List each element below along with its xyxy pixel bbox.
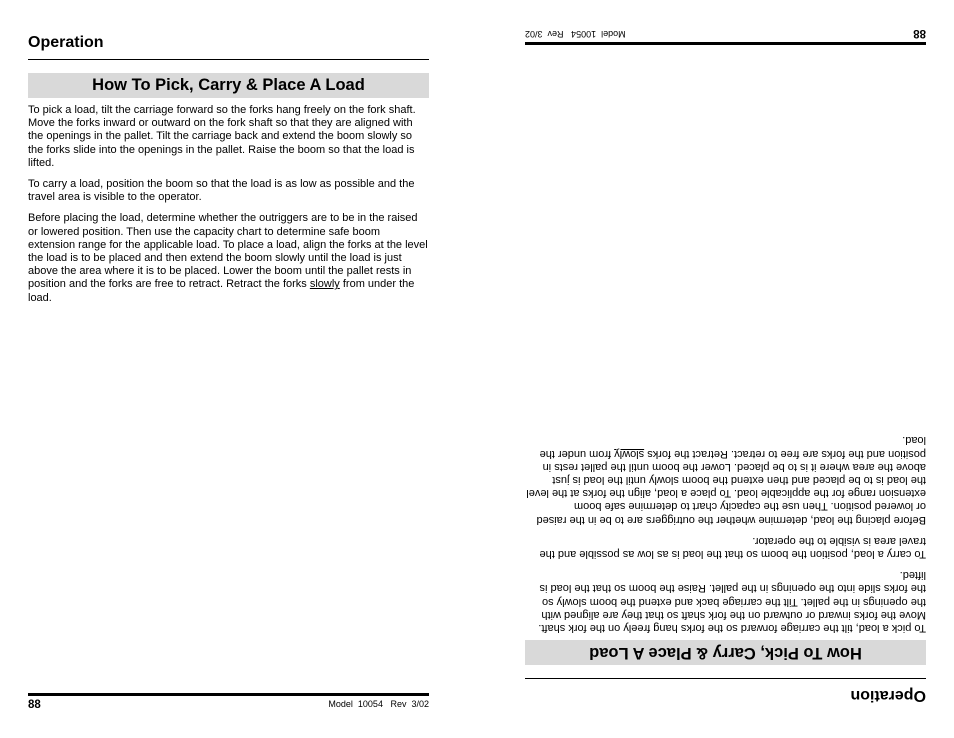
section-title: Operation bbox=[850, 687, 926, 704]
footer-rule bbox=[28, 693, 429, 696]
pick-paragraph: To pick a load, tilt the carriage forward so the forks hang freely on the fork shaft. Move the forks inward or outward on the fork shaft so that they are aligned with the openings in the pallet. Tilt the carriage back and extend the boom slowly so the forks slide into the openings in the pallet. Raise the boom so that the load is lifted. bbox=[538, 569, 926, 634]
place-emphasis: slowly bbox=[309, 278, 340, 291]
carry-paragraph: To carry a load, position the boom so that the load is as low as possible and the travel area is visible to the operator. bbox=[539, 534, 926, 560]
place-text-before: Before placing the load, determine whether the outriggers are to be in the raised or lowered position. Then use the capacity chart to determine safe boom extension range for the applicable load. To place a load, align the forks at the level the load is to be placed and then extend the boom slowly until the load is just above the area where it is to be placed. Lower the boom until the pallet rests in position and the forks are free to retract. Retract the forks bbox=[526, 447, 926, 526]
place-text-before: Before placing the load, determine whether the outriggers are to be in the raised or lowered position. Then use the capacity chart to determine safe boom extension range for the applicable load. To place a load, align the forks at the level the load is to be placed and then extend the boom slowly until the load is just above the area where it is to be placed. Lower the boom until the pallet rests in position and the forks are free to retract. Retract the forks bbox=[28, 212, 428, 291]
heading-text: How To Pick, Carry & Place A Load bbox=[92, 76, 365, 94]
body-text bbox=[525, 425, 926, 634]
model-number: Model 10054 bbox=[571, 29, 626, 39]
place-emphasis: slowly bbox=[614, 447, 645, 460]
right-page-upside-down bbox=[477, 0, 954, 738]
revision: Rev 3/02 bbox=[525, 29, 564, 39]
section-title: Operation bbox=[28, 34, 104, 51]
model-number: Model 10054 bbox=[328, 699, 383, 709]
place-paragraph bbox=[525, 433, 926, 525]
page-number: 88 bbox=[913, 27, 926, 39]
place-text-after: from under the load. bbox=[28, 278, 415, 304]
title-rule bbox=[525, 678, 926, 679]
model-revision bbox=[525, 29, 626, 39]
heading-text: How To Pick, Carry & Place A Load bbox=[589, 644, 862, 662]
page-number: 88 bbox=[28, 699, 41, 711]
pick-paragraph: To pick a load, tilt the carriage forward so the forks hang freely on the fork shaft. Move the forks inward or outward on the fork shaft so that they are aligned with the openings in the pallet. Tilt the carriage back and extend the boom slowly so the forks slide into the openings in the pallet. Raise the boom so that the load is lifted. bbox=[28, 104, 416, 169]
title-rule bbox=[28, 59, 429, 60]
body-text bbox=[28, 104, 429, 313]
section-heading bbox=[525, 640, 926, 665]
carry-paragraph: To carry a load, position the boom so that the load is as low as possible and the travel area is visible to the operator. bbox=[28, 178, 415, 204]
section-heading bbox=[28, 73, 429, 98]
model-revision bbox=[328, 699, 429, 709]
footer-rule bbox=[525, 42, 926, 45]
place-paragraph bbox=[28, 212, 429, 304]
place-text-after: from under the load. bbox=[539, 434, 926, 460]
revision: Rev 3/02 bbox=[390, 699, 429, 709]
